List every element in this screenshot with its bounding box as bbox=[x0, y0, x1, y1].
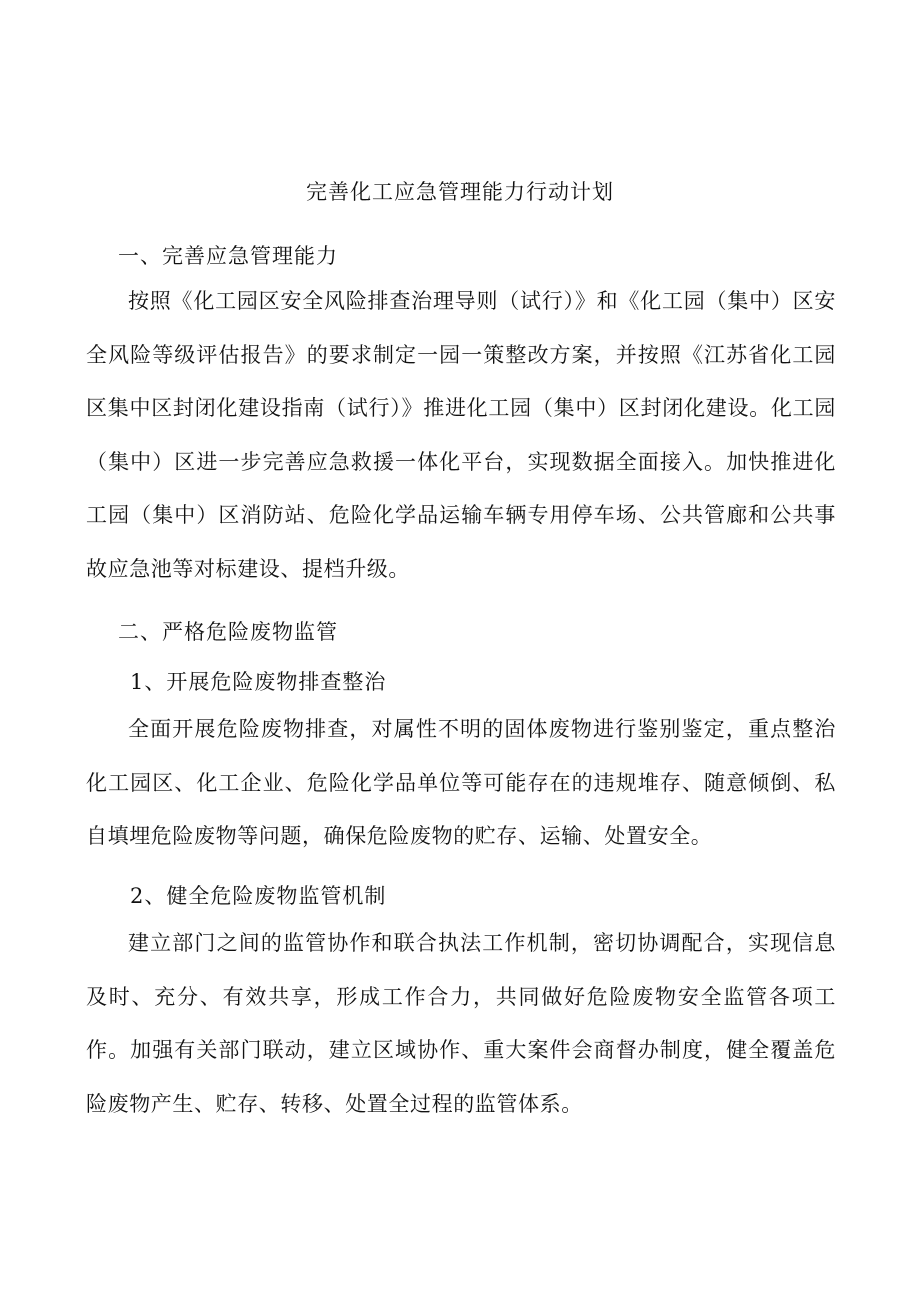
section-1-paragraph: 按照《化工园区安全风险排查治理导则（试行）》和《化工园（集中）区安全风险等级评估报告》的要求制定一园一策整改方案，并按照《江苏省化工园区集中区封闭化建设指南（试行）》推进化工园（集中）区封闭化建设。化工园（集中）区进一步完善应急救援一体化平台，实现数据全面接入。加快推进化工园（集中）区消防站、危险化学品运输车辆专用停车场、公共管廊和公共事故应急池等对标建设、提档升级。 bbox=[86, 289, 836, 581]
section-heading-1: 一、完善应急管理能力 bbox=[118, 244, 338, 268]
subsection-1-paragraph: 全面开展危险废物排查，对属性不明的固体废物进行鉴别鉴定，重点整治化工园区、化工企业、危险化学品单位等可能存在的违规堆存、随意倾倒、私自填埋危险废物等问题，确保危险废物的贮存、运输、处置安全。 bbox=[86, 717, 836, 848]
subsection-2-paragraph: 建立部门之间的监管协作和联合执法工作机制，密切协调配合，实现信息及时、充分、有效共享，形成工作合力，共同做好危险废物安全监管各项工作。加强有关部门联动，建立区域协作、重大案件会商督办制度，健全覆盖危险废物产生、贮存、转移、处置全过程的监管体系。 bbox=[86, 931, 836, 1116]
page-title: 完善化工应急管理能力行动计划 bbox=[306, 180, 614, 204]
subsection-heading-1: 1、开展危险废物排查整治 bbox=[130, 670, 387, 694]
subsection-heading-2: 2、健全危险废物监管机制 bbox=[130, 884, 387, 908]
section-heading-2: 二、严格危险废物监管 bbox=[118, 620, 338, 644]
